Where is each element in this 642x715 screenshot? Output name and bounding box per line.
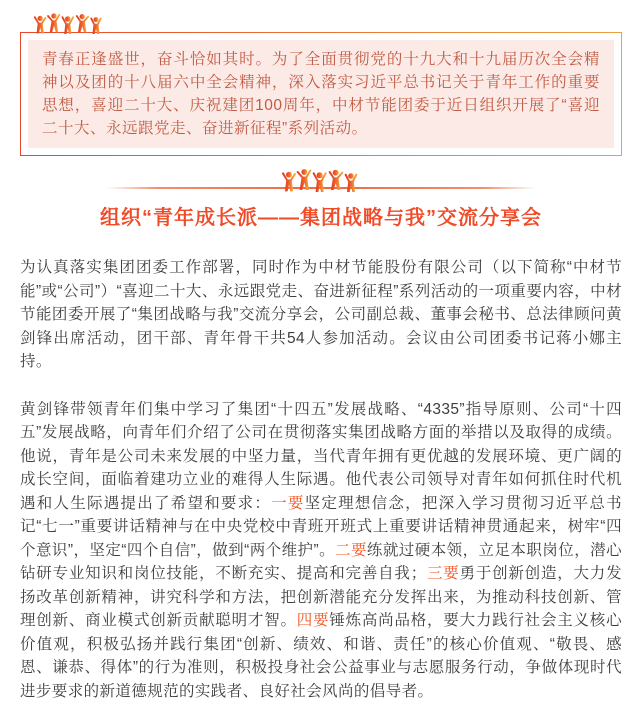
intro-text: 青春正逢盛世，奋斗恰如其时。为了全面贯彻党的十九大和十九届历次全会精神以及团的十八届六中全会精神，深入落实习近平总书记关于青年工作的重要思想，喜迎二十大、庆祝建团100周年，中材节能团委于近日组织开展了“喜迎二十大、永远跟党走、奋进新征程”系列活动。: [42, 51, 600, 137]
paragraph-2-lead: 黄剑锋带领青年们集中学习了集团“十四五”发展战略、“4335”指导原则、公司“十四五”发展战略，向青年们介绍了公司在贯彻落实集团战略方面的举措以及取得的成绩。他说，青年是公司未来发展的中坚力量，当代青年拥有更优越的发展环境、更广阔的成长空间，面临着建功立业的难得人生际遇。他代表公司领导对青年如何抓住时代机遇和人生际遇提出了希望和要求：: [20, 400, 622, 512]
cheering-crowd-icon: [33, 10, 105, 40]
title-decoration: [106, 168, 536, 198]
title-block: [0, 168, 642, 230]
article-title: 组织“青年成长派——集团战略与我”交流分享会: [100, 207, 542, 229]
point-2-text: 练就过硬本领，立足本职岗位，潜心钻研专业知识和岗位技能，不断充实、提高和完善自我；: [20, 541, 622, 582]
intro-panel: [28, 40, 614, 148]
point-4-label: 四要: [296, 612, 330, 629]
point-1-text: 坚定理想信念，把深入学习贯彻习近平总书记“七一”重要讲话精神与在中央党校中青班开班式上重要讲话精神贯通起来，树牢“四个意识”，坚定“四个自信”，做到“两个维护”。: [20, 494, 622, 559]
point-3-text: 勇于创新创造，大力发扬改革创新精神，讲究科学和方法，把创新潜能充分发挥出来，为推动科技创新、管理创新、商业模式创新贡献聪明才智。: [20, 565, 622, 629]
point-1-label: 一要: [271, 494, 305, 512]
article-body: [20, 256, 622, 703]
cheering-crowd-icon: [281, 166, 361, 198]
intro-highlight-box: [20, 32, 622, 156]
point-2-label: 二要: [335, 541, 367, 559]
point-4-text: 锤炼高尚品格，要大力践行社会主义核心价值观，积极弘扬并践行集团“创新、绩效、和谐、责任”的核心价值观、“敬畏、感恩、谦恭、得体”的行为准则，积极投身社会公益事业与志愿服务行动，争做体现时代进步要求的新道德规范的实践者、良好社会风尚的倡导者。: [20, 612, 622, 700]
paragraph-2: [20, 398, 622, 704]
paragraph-1: 为认真落实集团团委工作部署，同时作为中材节能股份有限公司（以下简称“中材节能”或“公司”）“喜迎二十大、永远跟党走、奋进新征程”系列活动的一项重要内容，中材节能团委开展了“集团战略与我”交流分享会，公司副总裁、董事会秘书、总法律顾问黄剑锋出席活动，团干部、青年骨干共54人参加活动。会议由公司团委书记蒋小娜主持。: [20, 259, 622, 370]
point-3-label: 三要: [426, 565, 460, 582]
